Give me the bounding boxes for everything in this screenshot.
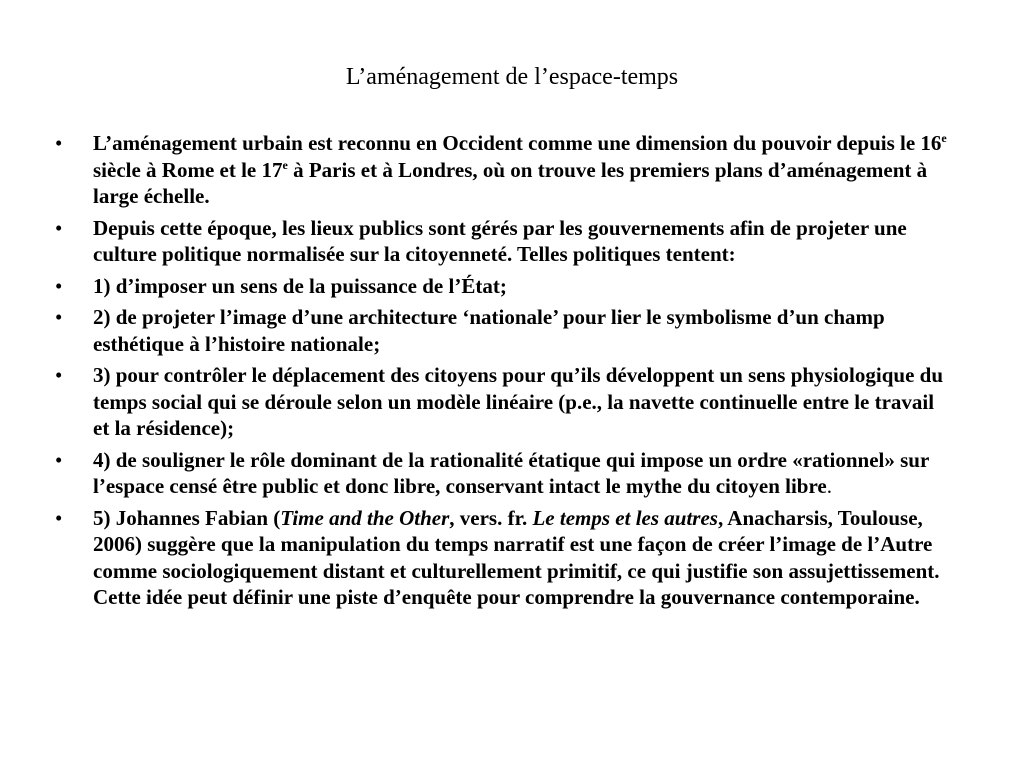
bullet-item: [55, 130, 955, 210]
bullet-item: [55, 215, 955, 268]
bullet-text: L’aménagement urbain est reconnu en Occident comme une dimension du pouvoir depuis le 16: [93, 131, 942, 155]
bullet-icon: •: [55, 215, 63, 240]
bullet-icon: •: [55, 505, 63, 530]
bullet-text: 1) d’imposer un sens de la puissance de l’État;: [93, 273, 507, 298]
bullet-icon: •: [55, 131, 63, 155]
slide-title: L’aménagement de l’espace-temps: [345, 64, 679, 90]
superscript: e: [941, 131, 947, 145]
book-title: Time and the Other: [280, 505, 450, 530]
bullet-item: [55, 304, 955, 357]
bullet-text: , Anacharsis, Toulouse, 2006) suggère que la manipulation du temps narratif est une façon de créer l’image de l’Autre comme sociologiquement distant et culturellement primitif, ce qui justifie son assujettissement. Cette idée peut définir une piste d’enquête pour comprendre la gouvernance contemporaine.: [93, 505, 940, 609]
bullet-text: 3) pour contrôler le déplacement des citoyens pour qu’ils développent un sens physiologique du temps social qui se déroule selon un modèle linéaire (p.e., la navette continuelle entre le travail et la résidence);: [93, 363, 944, 440]
bullet-text: siècle à Rome et le 17: [93, 157, 283, 182]
bullet-list: [55, 130, 955, 616]
book-title: Le temps et les autres: [532, 505, 718, 530]
bullet-text: 2) de projeter l’image d’une architecture ‘nationale’ pour lier le symbolisme d’un champ esthétique à l’histoire nationale;: [93, 305, 885, 356]
bullet-item: [55, 273, 955, 300]
bullet-text: Depuis cette époque, les lieux publics sont gérés par les gouvernements afin de projeter une culture politique normalisée sur la citoyenneté. Telles politiques tentent:: [93, 215, 907, 266]
bullet-text-end: .: [826, 474, 832, 498]
bullet-item: [55, 505, 955, 611]
bullet-icon: •: [55, 363, 63, 387]
bullet-text: 5) Johannes Fabian (: [93, 505, 281, 530]
bullet-icon: •: [55, 447, 63, 472]
bullet-text: , vers. fr.: [449, 505, 533, 530]
bullet-item: [55, 447, 955, 500]
bullet-text: à Paris et à Londres, où on trouve les premiers plans d’aménagement à large échelle.: [93, 157, 928, 208]
bullet-icon: •: [55, 273, 63, 298]
bullet-item: [55, 362, 955, 442]
bullet-text: 4) de souligner le rôle dominant de la rationalité étatique qui impose un ordre «rationnel» sur l’espace censé être public et donc libre, conservant intact le mythe du citoyen libre: [93, 447, 929, 498]
bullet-icon: •: [55, 305, 63, 329]
superscript: e: [282, 157, 288, 172]
